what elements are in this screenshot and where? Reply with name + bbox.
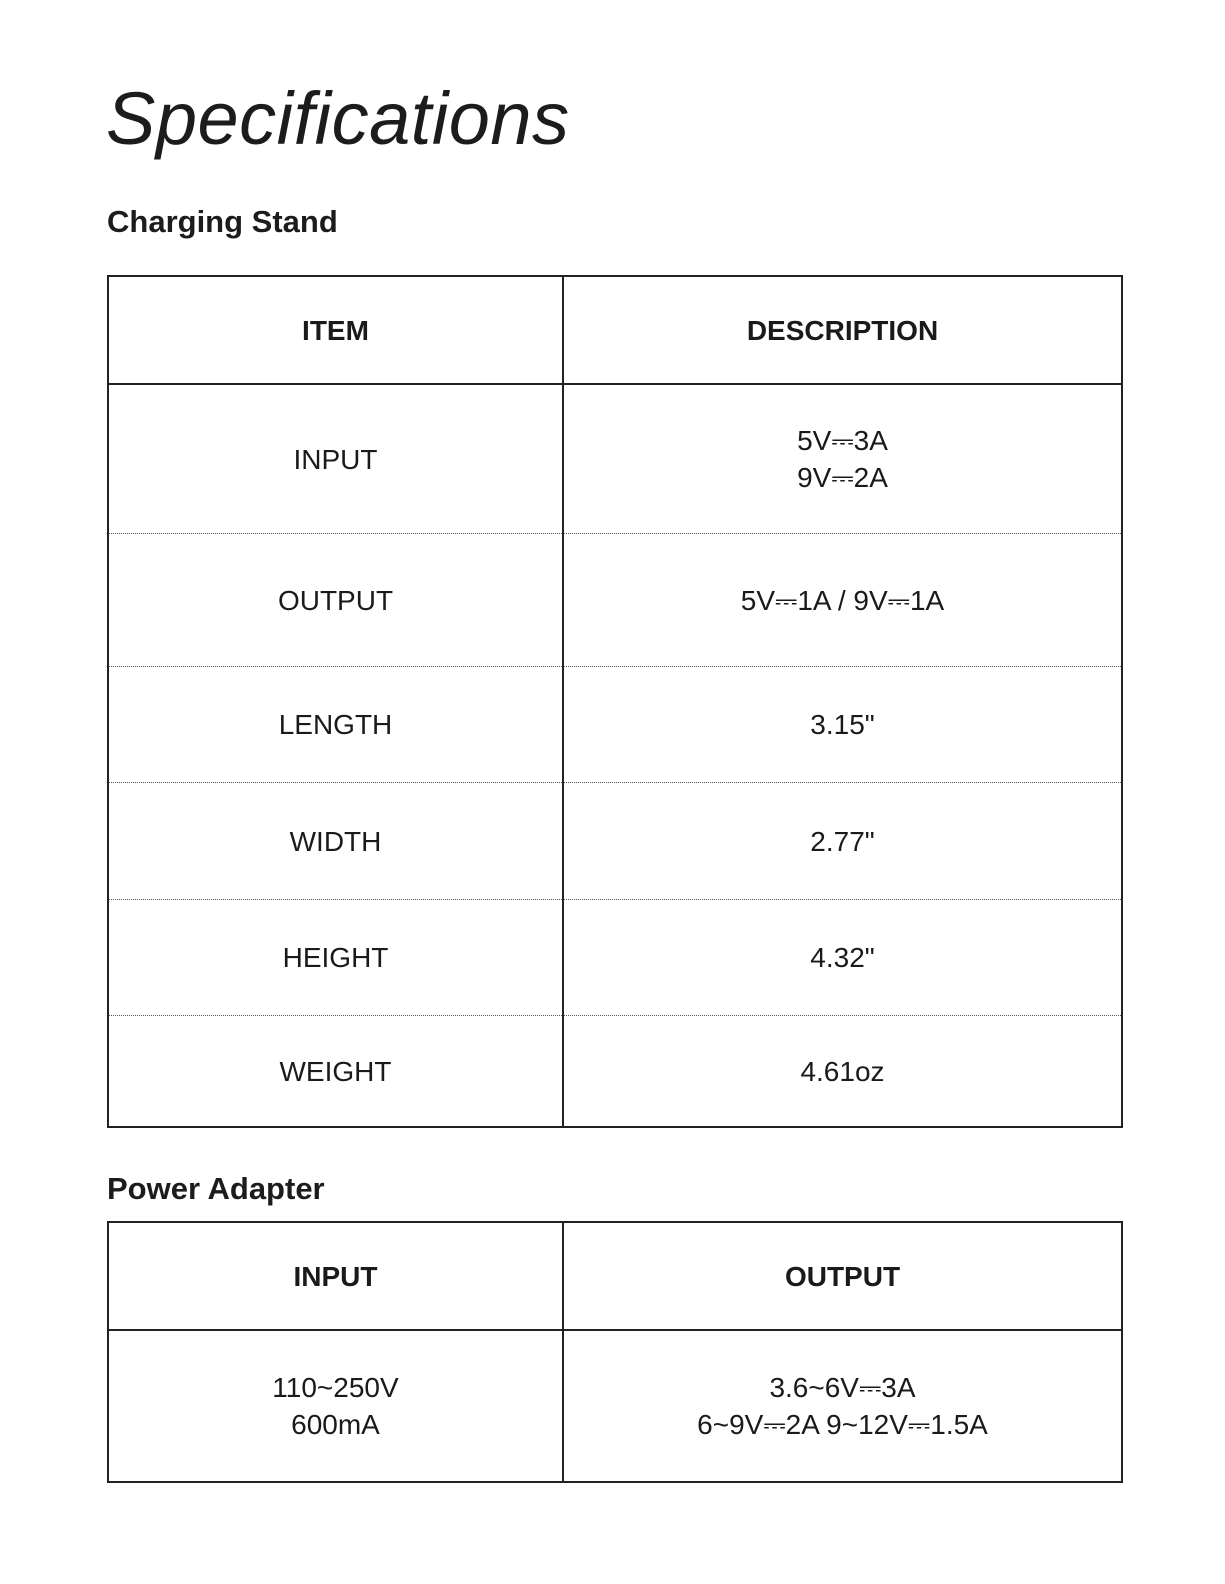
row-item-label: OUTPUT xyxy=(108,534,563,667)
row-description-value: 4.61oz xyxy=(563,1016,1122,1128)
row-item-label: HEIGHT xyxy=(108,900,563,1016)
column-header-output: OUTPUT xyxy=(563,1222,1122,1330)
charging-stand-heading: Charging Stand xyxy=(107,204,338,239)
adapter-output-value: 3.6~6V⎓3A 6~9V⎓2A 9~12V⎓1.5A xyxy=(563,1330,1122,1482)
column-header-item: ITEM xyxy=(108,276,563,384)
power-adapter-table xyxy=(107,1221,1123,1483)
adapter-input-value: 110~250V 600mA xyxy=(272,1372,399,1440)
power-adapter-heading: Power Adapter xyxy=(107,1171,325,1206)
row-description-value: 5V⎓1A / 9V⎓1A xyxy=(563,534,1122,667)
table-row xyxy=(108,384,1122,534)
table-header-row xyxy=(108,276,1122,384)
page-title: Specifications xyxy=(106,77,570,160)
charging-stand-table xyxy=(107,275,1123,1128)
row-item-label: WEIGHT xyxy=(279,1055,392,1087)
table-row xyxy=(108,900,1122,1016)
row-description-value: 2.77" xyxy=(563,783,1122,900)
table-header-row xyxy=(108,1222,1122,1330)
row-item-label: INPUT xyxy=(108,384,563,534)
row-item-label: LENGTH xyxy=(108,667,563,783)
column-header-input: INPUT xyxy=(108,1222,563,1330)
table-row xyxy=(108,783,1122,900)
table-row xyxy=(108,1330,1122,1482)
row-item-label: WIDTH xyxy=(108,783,563,900)
row-description-value: 3.15" xyxy=(563,667,1122,783)
row-description-value: 4.32" xyxy=(563,900,1122,1016)
table-row xyxy=(108,667,1122,783)
column-header-description: DESCRIPTION xyxy=(563,276,1122,384)
table-row xyxy=(108,1016,1122,1128)
row-description-value: 5V⎓3A 9V⎓2A xyxy=(563,384,1122,534)
table-row xyxy=(108,534,1122,667)
